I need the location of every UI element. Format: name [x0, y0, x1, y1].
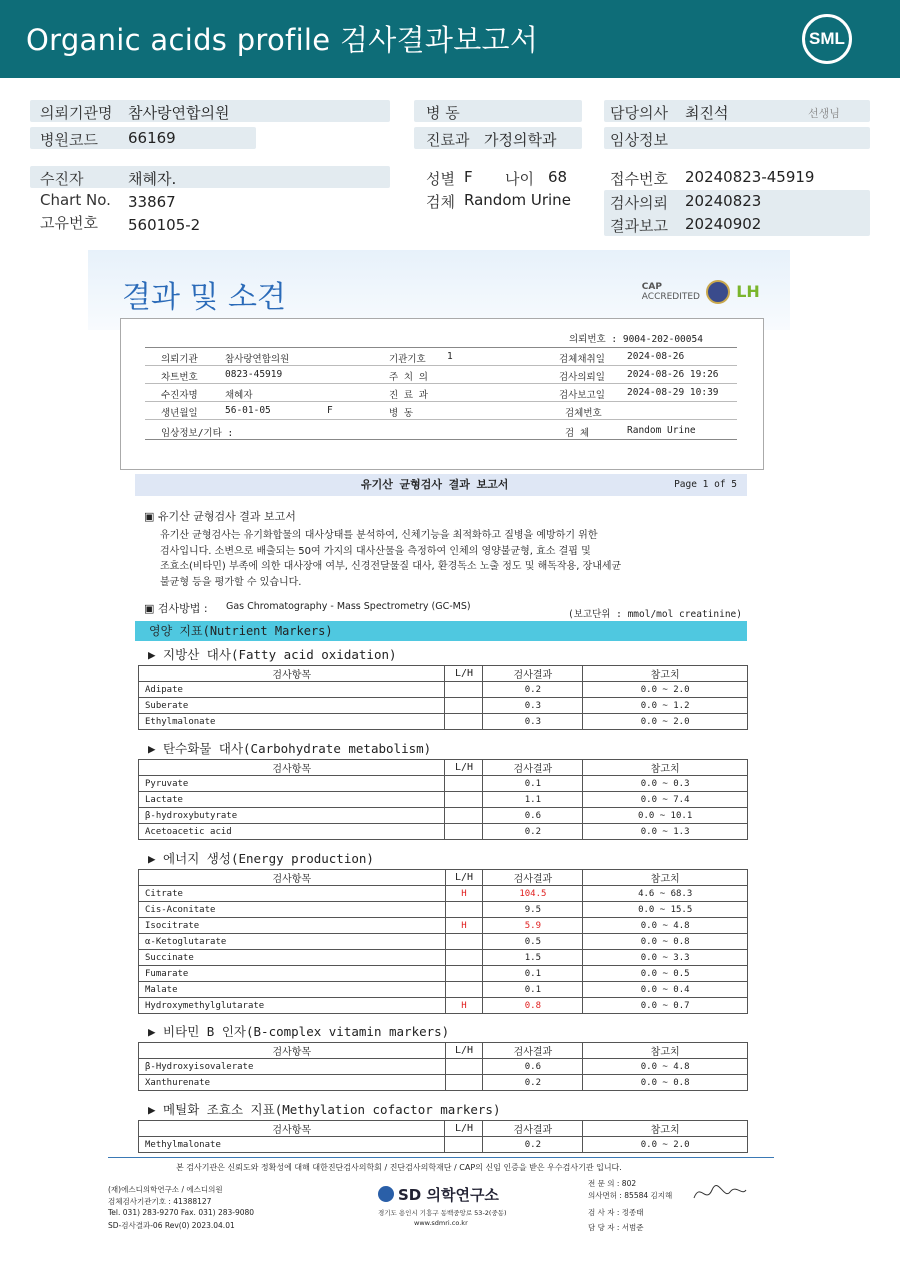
table-row: [139, 918, 748, 934]
intro-line: 검사입니다. 소변으로 배출되는 50여 가지의 대사산물을 측정하여 인체의 영양불균형, 효소 결핍 및: [160, 545, 591, 557]
col-lh: L/H: [445, 1121, 483, 1137]
footer-left-1: (재)에스디의학연구소 / 에스디의원: [108, 1185, 223, 1194]
item-name: Lactate: [139, 792, 445, 808]
footer-left-2: 검체검사기관기호 : 41388127: [108, 1197, 212, 1206]
lh-flag: [445, 698, 483, 714]
age: 68: [548, 168, 568, 186]
intro-paragraph: [160, 528, 730, 590]
patient-label-scan: 수진자명: [161, 390, 198, 401]
col-ref: 참고치: [583, 870, 748, 886]
receipt-no: 20240823-45919: [685, 168, 815, 186]
reference-range: 0.0 ~ 0.8: [583, 934, 748, 950]
section-title: ▶ 메틸화 조효소 지표(Methylation cofactor markers): [148, 1102, 501, 1117]
table-header-row: [139, 666, 748, 682]
footer-left-4: SD-검사결과-06 Rev(0) 2023.04.01: [108, 1221, 235, 1230]
result-value: 104.5: [483, 886, 583, 902]
report-date-scan: 2024-08-29 10:39: [627, 387, 719, 398]
table-row: [139, 776, 748, 792]
chart-no: 33867: [128, 193, 176, 211]
item-name: Cis-Aconitate: [139, 902, 446, 918]
table-row: [139, 792, 748, 808]
item-name: Adipate: [139, 682, 445, 698]
lh-flag: H: [445, 918, 483, 934]
table-header-row: [139, 760, 748, 776]
reference-range: 0.0 ~ 0.7: [583, 998, 748, 1014]
col-ref: 참고치: [583, 1121, 748, 1137]
item-name: Hydroxymethylglutarate: [139, 998, 446, 1014]
footer-right-4: 담 당 자 : 서범준: [588, 1223, 644, 1232]
report-label-scan: 검사보고일: [559, 390, 605, 401]
chart: 0823-45919: [225, 369, 283, 380]
unit-note: (보고단위 : mmol/mol creatinine): [568, 609, 742, 620]
intro-line: 조효소(비타민) 부족에 의한 대사장애 여부, 신경전달물질 대사, 환경독소 노출 정도 및 해독작용, 장내세균: [160, 561, 622, 572]
dob: 56-01-05: [225, 405, 271, 416]
doctor-label: 담당의사: [610, 104, 668, 122]
req-date: 2024-08-26 19:26: [627, 369, 719, 380]
reference-range: 0.0 ~ 2.0: [583, 1137, 748, 1153]
item-name: β-hydroxybutyrate: [139, 808, 445, 824]
specimen: Random Urine: [464, 191, 571, 209]
reference-range: 0.0 ~ 1.3: [583, 824, 748, 840]
result-value: 0.1: [483, 776, 583, 792]
report-date: 20240902: [685, 215, 762, 233]
specno-label: 검체번호: [565, 408, 602, 419]
reference-range: 0.0 ~ 0.3: [583, 776, 748, 792]
table-row: [139, 1075, 748, 1091]
table-row: [139, 886, 748, 902]
item-name: Succinate: [139, 950, 446, 966]
ward-label-scan: 병 동: [389, 408, 414, 419]
col-lh: L/H: [445, 760, 483, 776]
section-title: ▶ 지방산 대사(Fatty acid oxidation): [148, 647, 397, 662]
item-name: Xanthurenate: [139, 1075, 446, 1091]
request-date: 20240823: [685, 192, 762, 210]
table-row: [139, 824, 748, 840]
lh-flag: [445, 1059, 483, 1075]
seal-badge-icon: [706, 280, 730, 304]
inst-code-label: 기관기호: [389, 354, 426, 365]
col-result: 검사결과: [483, 760, 583, 776]
results-table: [138, 759, 748, 840]
intro-line: 유기산 균형검사는 유기화합물의 대사상태를 분석하여, 신체기능을 최적화하고 질병을 예방하기 위한: [160, 530, 598, 541]
org: 참사랑연합의원: [225, 354, 290, 365]
table-row: [139, 808, 748, 824]
col-result: 검사결과: [483, 870, 583, 886]
result-value: 0.2: [483, 1137, 583, 1153]
col-result: 검사결과: [483, 666, 583, 682]
result-value: 0.2: [483, 824, 583, 840]
result-value: 0.1: [483, 966, 583, 982]
requesting-org: 참사랑연합의원: [128, 104, 230, 122]
specimen-info-box: [120, 318, 764, 470]
result-value: 0.5: [483, 934, 583, 950]
reference-range: 0.0 ~ 7.4: [583, 792, 748, 808]
lh-badge-icon: LH: [736, 282, 760, 301]
result-value: 1.1: [483, 792, 583, 808]
footer-rule: [108, 1157, 774, 1158]
item-name: α-Ketoglutarate: [139, 934, 446, 950]
item-name: Fumarate: [139, 966, 446, 982]
item-name: Isocitrate: [139, 918, 446, 934]
unique-no: 560105-2: [128, 216, 201, 234]
reference-range: 0.0 ~ 4.8: [583, 918, 748, 934]
spec-label-scan: 검 체: [565, 428, 590, 439]
result-value: 0.2: [483, 1075, 583, 1091]
col-lh: L/H: [445, 666, 483, 682]
title-bar: [0, 0, 900, 78]
table-row: [139, 714, 748, 730]
result-value: 0.1: [483, 982, 583, 998]
signature-icon: [690, 1178, 750, 1208]
reference-range: 0.0 ~ 2.0: [583, 714, 748, 730]
table-row: [139, 998, 748, 1014]
col-item: 검사항목: [139, 870, 446, 886]
org-label: 의뢰기관: [161, 354, 198, 365]
intro-heading: ▣ 유기산 균형검사 결과 보고서: [144, 510, 296, 523]
report-title-bar: [135, 474, 747, 496]
table-row: [139, 902, 748, 918]
result-value: 0.3: [483, 714, 583, 730]
lh-flag: [445, 792, 483, 808]
item-name: Malate: [139, 982, 446, 998]
reference-range: 0.0 ~ 15.5: [583, 902, 748, 918]
table-header-row: [139, 1121, 748, 1137]
specimen-label: 검체: [426, 193, 455, 211]
item-name: β-Hydroxyisovalerate: [139, 1059, 446, 1075]
reference-range: 0.0 ~ 10.1: [583, 808, 748, 824]
department-label: 진료과: [426, 131, 470, 149]
table-row: [139, 966, 748, 982]
sex-scan: F: [327, 405, 333, 416]
dept-label-scan: 진 료 과: [389, 390, 428, 401]
table-header-row: [139, 870, 748, 886]
col-item: 검사항목: [139, 1121, 445, 1137]
table-row: [139, 682, 748, 698]
footer-left-3: Tel. 031) 283-9270 Fax. 031) 283-9080: [108, 1208, 255, 1217]
dob-label: 생년월일: [161, 408, 198, 419]
lh-flag: H: [445, 998, 483, 1014]
result-value: 1.5: [483, 950, 583, 966]
reference-range: 0.0 ~ 1.2: [583, 698, 748, 714]
lh-flag: [445, 1075, 483, 1091]
cap-badge-text: CAP: [641, 282, 662, 292]
item-name: Pyruvate: [139, 776, 445, 792]
footer-right-2: 의사면허 : 85584 김지해: [588, 1191, 673, 1200]
col-lh: L/H: [445, 870, 483, 886]
brand-web: www.sdmri.co.kr: [414, 1219, 468, 1227]
col-result: 검사결과: [483, 1121, 583, 1137]
item-name: Acetoacetic acid: [139, 824, 445, 840]
collect-label: 검체채취일: [559, 354, 605, 365]
lh-flag: [445, 902, 483, 918]
lh-flag: [445, 682, 483, 698]
patient-row: [30, 166, 390, 188]
patient-label: 수진자: [40, 170, 84, 188]
doctor-label-scan: 주 치 의: [389, 372, 428, 383]
results-table: [138, 1120, 748, 1153]
item-name: Citrate: [139, 886, 446, 902]
item-name: Methylmalonate: [139, 1137, 445, 1153]
lh-flag: [445, 982, 483, 998]
col-ref: 참고치: [583, 1043, 748, 1059]
clinical-label-scan: 임상정보/기타 :: [161, 428, 234, 439]
accreditation-badges: [642, 280, 760, 304]
table-row: [139, 698, 748, 714]
clinical-info-label: 임상정보: [610, 131, 668, 149]
reference-range: 0.0 ~ 3.3: [583, 950, 748, 966]
lh-flag: [445, 934, 483, 950]
lh-flag: H: [445, 886, 483, 902]
reference-range: 0.0 ~ 0.4: [583, 982, 748, 998]
sd-logo-icon: [378, 1186, 394, 1202]
result-value: 0.2: [483, 682, 583, 698]
req-label: 검사의뢰일: [559, 372, 605, 383]
col-result: 검사결과: [483, 1043, 583, 1059]
lh-flag: [445, 776, 483, 792]
result-value: 0.8: [483, 998, 583, 1014]
intro-line: 불균형 등을 평가할 수 있습니다.: [160, 576, 302, 588]
col-item: 검사항목: [139, 1043, 446, 1059]
result-value: 5.9: [483, 918, 583, 934]
hospital-code-label: 병원코드: [40, 131, 98, 149]
page-title: Organic acids profile 검사결과보고서: [26, 23, 539, 57]
section-title: ▶ 비타민 B 인자(B-complex vitamin markers): [148, 1024, 450, 1039]
reference-range: 4.6 ~ 68.3: [583, 886, 748, 902]
spec-scan: Random Urine: [627, 425, 696, 436]
item-name: Suberate: [139, 698, 445, 714]
sml-logo-icon: SML: [802, 14, 852, 64]
chart-no-label: Chart No.: [40, 191, 111, 209]
reference-range: 0.0 ~ 0.5: [583, 966, 748, 982]
col-item: 검사항목: [139, 760, 445, 776]
cap-badge-sub: ACCREDITED: [641, 292, 700, 302]
reference-range: 0.0 ~ 2.0: [583, 682, 748, 698]
lh-flag: [445, 808, 483, 824]
hospital-code: 66169: [128, 129, 176, 147]
request-no: 의뢰번호 : 9004-202-00054: [569, 334, 703, 345]
report-title: 유기산 균형검사 결과 보고서: [361, 478, 509, 491]
results-table: [138, 665, 748, 730]
col-lh: L/H: [445, 1043, 483, 1059]
item-name: Ethylmalonate: [139, 714, 445, 730]
lh-flag: [445, 714, 483, 730]
lh-flag: [445, 1137, 483, 1153]
nutrient-markers-bar: 영양 지표(Nutrient Markers): [135, 621, 747, 641]
table-row: [139, 950, 748, 966]
result-value: 0.6: [483, 808, 583, 824]
table-row: [139, 982, 748, 998]
doctor: 최진석: [685, 104, 729, 122]
lh-flag: [445, 824, 483, 840]
col-item: 검사항목: [139, 666, 445, 682]
department: 가정의학과: [484, 131, 557, 149]
unique-no-label: 고유번호: [40, 214, 98, 232]
brand-name: SD 의학연구소: [398, 1186, 499, 1204]
collect-date: 2024-08-26: [627, 351, 685, 362]
section-title: ▶ 탄수화물 대사(Carbohydrate metabolism): [148, 741, 432, 756]
page-indicator: Page 1 of 5: [674, 479, 737, 490]
result-value: 9.5: [483, 902, 583, 918]
reference-range: 0.0 ~ 4.8: [583, 1059, 748, 1075]
footer-right-3: 검 사 자 : 정종태: [588, 1208, 644, 1217]
reference-range: 0.0 ~ 0.8: [583, 1075, 748, 1091]
results-table: [138, 869, 748, 1014]
sex: F: [464, 168, 473, 186]
requesting-org-label: 의뢰기관명: [40, 104, 113, 122]
col-ref: 참고치: [583, 760, 748, 776]
receipt-no-label: 접수번호: [610, 170, 668, 188]
inst-code: 1: [447, 351, 453, 362]
patient-scan: 채혜자: [225, 390, 253, 401]
table-row: [139, 1137, 748, 1153]
table-header-row: [139, 1043, 748, 1059]
lh-flag: [445, 950, 483, 966]
brand-address: 경기도 용인시 기흥구 동백중앙로 53-2(중동): [378, 1209, 507, 1217]
result-value: 0.6: [483, 1059, 583, 1075]
method-label: ▣ 검사방법 :: [144, 602, 208, 615]
method: Gas Chromatography - Mass Spectrometry (GC-MS): [226, 601, 471, 612]
results-table: [138, 1042, 748, 1091]
result-heading: 결과 및 소견: [122, 280, 286, 315]
cert-text: 본 검사기관은 신뢰도와 정확성에 대해 대한진단검사의학회 / 진단검사의학재단 / CAP의 신임 인증을 받은 우수검사기관 입니다.: [176, 1163, 622, 1172]
doctor-suffix: 선생님: [808, 107, 840, 120]
ward-label: 병 동: [426, 104, 460, 122]
footer-right-1: 전 문 의 : 802: [588, 1179, 637, 1188]
section-title: ▶ 에너지 생성(Energy production): [148, 851, 374, 866]
result-value: 0.3: [483, 698, 583, 714]
request-date-label: 검사의뢰: [610, 194, 668, 212]
patient-name: 채혜자.: [128, 170, 177, 188]
age-label: 나이: [505, 170, 534, 188]
cap-badge-icon: [642, 282, 700, 302]
sex-label: 성별: [426, 170, 455, 188]
col-ref: 참고치: [583, 666, 748, 682]
table-row: [139, 1059, 748, 1075]
report-date-label: 결과보고: [610, 217, 668, 235]
lh-flag: [445, 966, 483, 982]
chart-label: 차트번호: [161, 372, 198, 383]
table-row: [139, 934, 748, 950]
